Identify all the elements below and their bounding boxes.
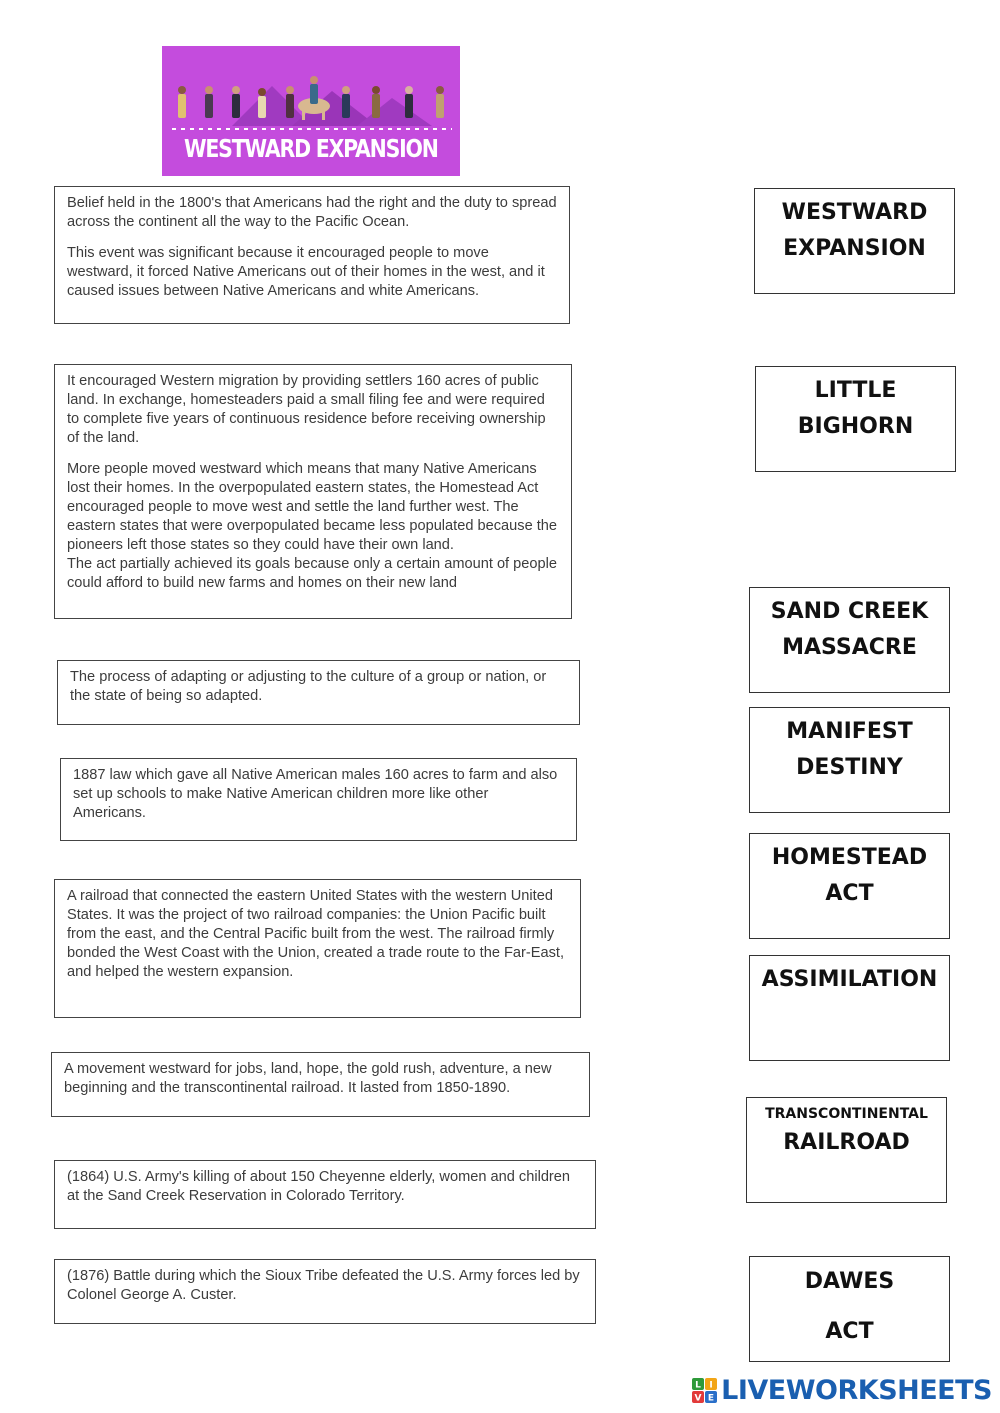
definition-text: It encouraged Western migration by providing settlers 160 acres of public land. In exchange, homesteaders paid a small filing fee and were required to complete five years of continuous residence before receiving ownership of the land. xyxy=(67,373,546,446)
banner-image xyxy=(162,46,460,176)
live-badge-icon xyxy=(692,1378,718,1404)
definition-box-3[interactable] xyxy=(57,660,580,725)
banner-title: WESTWARD EXPANSION xyxy=(184,134,438,163)
term-line: TRANSCONTINENTAL xyxy=(765,1106,928,1122)
definition-text: (1864) U.S. Army's killing of about 150 Cheyenne elderly, women and children at the Sand Creek Reservation in Colorado Territory. xyxy=(67,1169,571,1204)
term-line: MANIFEST xyxy=(786,719,913,744)
term-box-dawes-act[interactable] xyxy=(749,1256,950,1362)
term-line: WESTWARD xyxy=(781,200,928,225)
definition-box-8[interactable] xyxy=(54,1259,596,1324)
definition-box-4[interactable] xyxy=(60,758,577,841)
term-line: BIGHORN xyxy=(797,414,914,439)
term-line: RAILROAD xyxy=(783,1130,910,1155)
term-line: DESTINY xyxy=(796,755,903,780)
term-box-transcontinental-railroad[interactable] xyxy=(746,1097,947,1203)
badge-letter: E xyxy=(708,1393,715,1403)
term-box-westward-expansion[interactable] xyxy=(754,188,955,294)
term-line: EXPANSION xyxy=(783,236,926,261)
term-box-assimilation[interactable] xyxy=(749,955,950,1061)
liveworksheets-logo[interactable] xyxy=(692,1375,992,1406)
definition-text: A movement westward for jobs, land, hope, the gold rush, adventure, a new beginning and the transcontinental railroad. It lasted from 1850-1890. xyxy=(64,1061,552,1096)
logo-text: LIVEWORKSHEETS xyxy=(721,1375,992,1406)
term-line: LITTLE xyxy=(814,378,897,403)
definition-box-2[interactable] xyxy=(54,364,572,619)
definition-text: (1876) Battle during which the Sioux Tribe defeated the U.S. Army forces led by Colonel George A. Custer. xyxy=(67,1268,580,1303)
term-box-sand-creek-massacre[interactable] xyxy=(749,587,950,693)
term-line: HOMESTEAD xyxy=(771,845,928,870)
term-line: SAND CREEK xyxy=(770,599,929,624)
definition-text: More people moved westward which means that many Native Americans lost their homes. In the overpopulated eastern states, the Homestead Act encouraged people to move west and settle the land further west. The eastern states that were overpopulated became less populated because the pioneers left those states so they could have their own land. xyxy=(67,461,558,553)
definition-text: Belief held in the 1800's that Americans had the right and the duty to spread across the continent all the way to the Pacific Ocean. xyxy=(67,195,557,230)
definition-text: This event was significant because it encouraged people to move westward, it forced Native Americans out of their homes in the west, and it caused issues between Native Americans and white Americans. xyxy=(67,245,545,299)
definition-text: The act partially achieved its goals because only a certain amount of people could afford to build new farms and homes on their new land xyxy=(67,556,557,591)
term-line: ASSIMILATION xyxy=(761,967,938,992)
definition-box-7[interactable] xyxy=(54,1160,596,1229)
term-line: MASSACRE xyxy=(782,635,917,660)
definition-box-6[interactable] xyxy=(51,1052,590,1117)
term-line: ACT xyxy=(825,881,874,906)
badge-letter: V xyxy=(694,1393,702,1403)
term-box-homestead-act[interactable] xyxy=(749,833,950,939)
definition-box-1[interactable] xyxy=(54,186,570,324)
term-box-little-bighorn[interactable] xyxy=(755,366,956,472)
badge-letter: I xyxy=(709,1380,713,1390)
definition-box-5[interactable] xyxy=(54,879,581,1018)
term-line: ACT xyxy=(825,1319,874,1344)
definition-text: 1887 law which gave all Native American males 160 acres to farm and also set up schools to make Native American children more like other Americans. xyxy=(73,767,558,821)
definition-text: A railroad that connected the eastern United States with the western United States. It was the project of two railroad companies: the Union Pacific built from the east, and the Central Pacific built from the west. The railroad firmly bonded the West Coast with the Union, created a trade route to the Far-East, and helped the western expansion. xyxy=(67,888,565,980)
term-box-manifest-destiny[interactable] xyxy=(749,707,950,813)
definition-text: The process of adapting or adjusting to the culture of a group or nation, or the state of being so adapted. xyxy=(70,669,547,704)
term-line: DAWES xyxy=(804,1269,895,1294)
badge-letter: L xyxy=(695,1380,702,1390)
